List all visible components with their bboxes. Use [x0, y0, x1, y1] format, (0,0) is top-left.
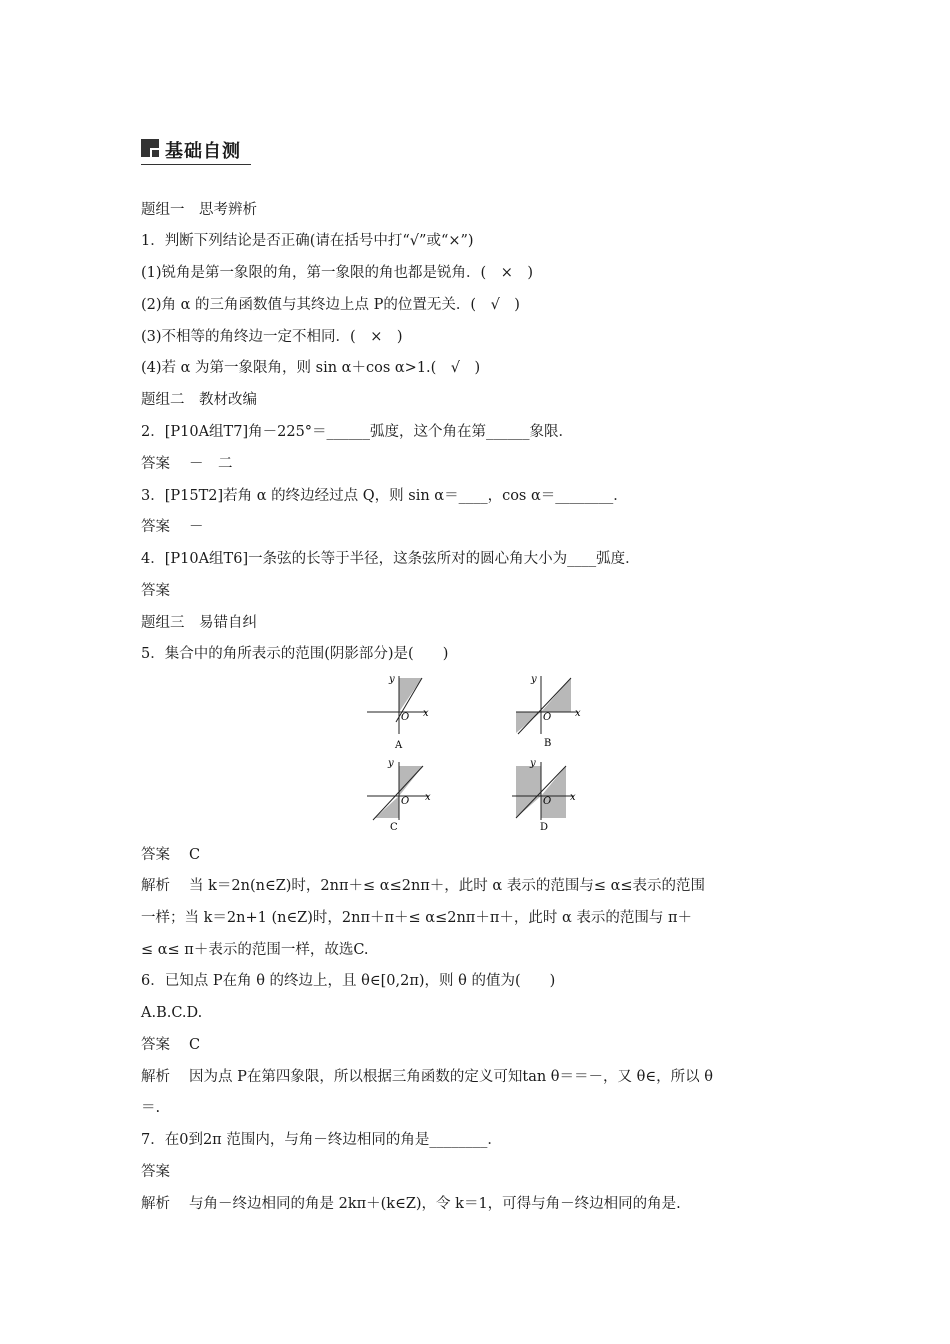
figure-c-svg	[363, 756, 443, 836]
group-1-heading: 题组一 思考辨析	[141, 202, 257, 218]
axis-label-y: y	[388, 758, 394, 769]
axis-label-x: x	[575, 708, 581, 719]
question-4: 4．[P10A组T6]一条弦的长等于半径，这条弦所对的圆心角大小为____弧度．	[141, 551, 640, 567]
question-2: 2．[P10A组T7]角－225°＝______弧度，这个角在第______象限．	[141, 424, 574, 440]
question-1-item-3: (3)不相等的角终边一定不相同．( × )	[141, 329, 403, 345]
option-letter: B	[544, 738, 552, 749]
answer-2	[141, 454, 233, 474]
answer-label: 答案	[141, 847, 170, 863]
answer-6	[141, 1035, 200, 1055]
group-2-heading: 题组二 教材改编	[141, 392, 257, 408]
answer-3	[141, 517, 204, 537]
shaded-region	[516, 766, 541, 796]
explanation-5-line-1	[141, 876, 705, 896]
answer-4	[141, 581, 189, 601]
explanation-6-line-2: ＝.	[141, 1100, 161, 1116]
explain-label: 解析	[141, 1196, 170, 1212]
question-1-item-4: (4)若 α 为第一象限角，则 sin α＋cos α>1.( √ )	[141, 360, 481, 376]
explanation-7	[141, 1194, 681, 1214]
option-letter: C	[390, 822, 398, 833]
question-1-item-1: (1)锐角是第一象限的角，第一象限的角也都是锐角．( × )	[141, 265, 534, 281]
shaded-region	[375, 796, 399, 818]
origin-label: O	[401, 796, 410, 807]
explanation-7-text: 与角－终边相同的角是 2kπ＋(k∈Z)，令 k＝1，可得与角－终边相同的角是.	[189, 1196, 681, 1212]
answer-label: 答案	[141, 1164, 170, 1180]
axis-label-x: x	[423, 708, 429, 719]
answer-label: 答案	[141, 583, 170, 599]
question-5: 5．集合中的角所表示的范围(阴影部分)是( )	[141, 646, 449, 662]
section-title: 基础自测	[165, 141, 241, 162]
answer-6-text: C	[189, 1037, 201, 1053]
figure-option-a	[363, 672, 443, 752]
figure-option-b	[512, 672, 592, 752]
answer-label: 答案	[141, 456, 170, 472]
axis-label-x: x	[570, 792, 576, 803]
figure-option-c	[363, 756, 443, 836]
explanation-6-text-1: 因为点 P在第四象限，所以根据三角函数的定义可知tan θ＝＝－，又 θ∈，所以 θ	[189, 1069, 713, 1085]
question-3: 3．[P15T2]若角 α 的终边经过点 Q，则 sin α＝____，cos α＝________．	[141, 488, 628, 504]
question-6: 6．已知点 P在角 θ 的终边上，且 θ∈[0,2π)，则 θ 的值为( )	[141, 973, 556, 989]
answer-3-text: －	[189, 519, 204, 535]
explain-label: 解析	[141, 878, 170, 894]
figure-option-d	[508, 756, 588, 836]
answer-5-text: C	[189, 847, 201, 863]
answer-label: 答案	[141, 1037, 170, 1053]
axis-label-y: y	[389, 674, 395, 685]
group-3-heading: 题组三 易错自纠	[141, 615, 257, 631]
origin-label: O	[401, 712, 410, 723]
explanation-5-text-1: 当 k＝2n(n∈Z)时，2nπ＋≤ α≤2nπ＋，此时 α 表示的范围与≤ α≤表示的范围	[189, 878, 706, 894]
section-header	[141, 136, 251, 165]
answer-7	[141, 1162, 189, 1182]
answer-label: 答案	[141, 519, 170, 535]
explanation-5-line-2: 一样；当 k＝2n+1 (n∈Z)时，2nπ＋π＋≤ α≤2nπ＋π＋，此时 α 表示的范围与 π＋	[141, 910, 692, 926]
answer-5	[141, 845, 200, 865]
figure-b-svg	[512, 672, 592, 752]
origin-label: O	[543, 796, 552, 807]
figure-d-svg	[508, 756, 588, 836]
option-letter: A	[395, 740, 403, 751]
origin-label: O	[543, 712, 552, 723]
figure-a-svg	[363, 672, 443, 752]
question-7: 7．在0到2π 范围内，与角－终边相同的角是________．	[141, 1132, 502, 1148]
explain-label: 解析	[141, 1069, 170, 1085]
explanation-6-line-1	[141, 1067, 713, 1087]
question-1-item-2: (2)角 α 的三角函数值与其终边上点 P的位置无关．( √ )	[141, 297, 520, 313]
question-6-options: A.B.C.D.	[141, 1005, 203, 1021]
question-1: 1．判断下列结论是否正确(请在括号中打“√”或“×”)	[141, 233, 474, 249]
explanation-5-line-3: ≤ α≤ π＋表示的范围一样，故选C.	[141, 942, 369, 958]
section-square-icon	[141, 139, 159, 157]
answer-2-text: － 二	[189, 456, 233, 472]
axis-label-y: y	[530, 758, 536, 769]
axis-label-y: y	[531, 674, 537, 685]
axis-label-x: x	[425, 792, 431, 803]
option-letter: D	[540, 822, 549, 833]
